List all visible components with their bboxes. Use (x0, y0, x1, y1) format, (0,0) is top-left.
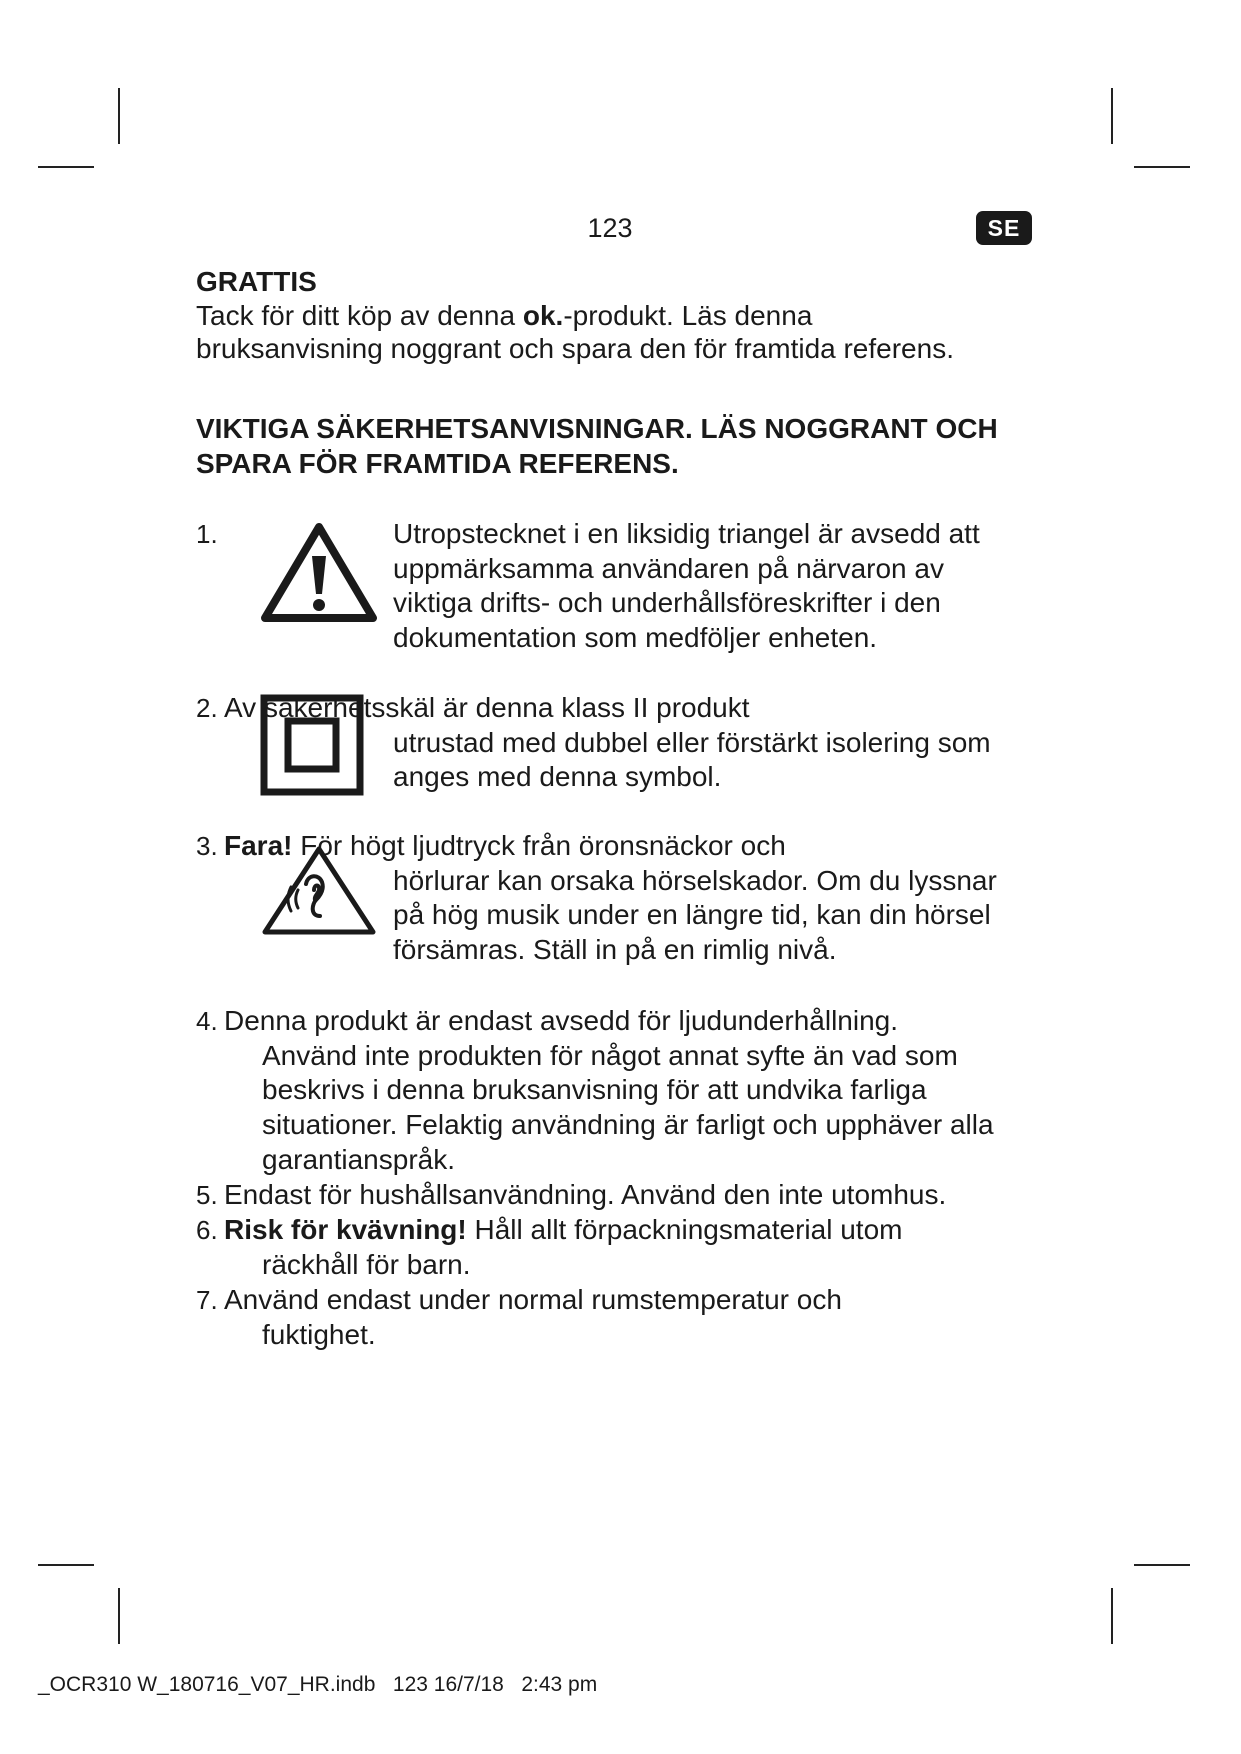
item-3-line: på hög musik under en längre tid, kan din hörsel (393, 899, 991, 930)
item-4-line: garantianspråk. (262, 1144, 456, 1175)
item-2-line: Av säkerhetsskäl är denna klass II produkt (224, 692, 750, 723)
language-badge: SE (976, 211, 1032, 245)
crop-mark (38, 166, 94, 168)
item-number: 5. (196, 1180, 218, 1210)
intro-text: Tack för ditt köp av denna (196, 300, 523, 331)
item-1-line: dokumentation som medföljer enheten. (393, 622, 878, 653)
item-7-line: Använd endast under normal rumstemperatur och (224, 1284, 842, 1315)
danger-label: Fara! (224, 830, 293, 861)
crop-mark (1134, 166, 1190, 168)
item-3-line: försämras. Ställ in på en rimlig nivå. (393, 934, 837, 965)
item-1-line: viktiga drifts- och underhållsföreskrifter i den (393, 587, 941, 618)
item-1-line: Utropstecknet i en liksidig triangel är avsedd att (393, 518, 980, 549)
crop-mark (118, 88, 120, 144)
safety-heading-line-1: VIKTIGA SÄKERHETSANVISNINGAR. LÄS NOGGRANT OCH (196, 413, 998, 444)
item-number: 7. (196, 1285, 218, 1315)
warning-triangle-icon (260, 522, 378, 624)
crop-mark (118, 1588, 120, 1644)
item-2-line: anges med denna symbol. (393, 761, 722, 792)
intro-line-1 (196, 299, 812, 333)
print-slug-footer: _OCR310 W_180716_V07_HR.indb 123 16/7/18 2:43 pm (38, 1673, 598, 1696)
item-4-line: Denna produkt är endast avsedd för ljudunderhållning. (224, 1005, 899, 1036)
intro-text: -produkt. Läs denna (563, 300, 813, 331)
crop-mark (1134, 1564, 1190, 1566)
item-5-line: Endast för hushållsanvändning. Använd den inte utomhus. (224, 1179, 947, 1210)
item-4-line: situationer. Felaktig användning är farligt och upphäver alla (262, 1109, 994, 1140)
intro-line-2: bruksanvisning noggrant och spara den för framtida referens. (196, 333, 954, 364)
item-number: 6. (196, 1215, 218, 1245)
choking-risk-label: Risk för kvävning! (224, 1214, 467, 1245)
crop-mark (1111, 88, 1113, 144)
safety-heading-line-2: SPARA FÖR FRAMTIDA REFERENS. (196, 448, 679, 479)
item-6-text: Håll allt förpackningsmaterial utom (466, 1214, 903, 1245)
item-7-line: fuktighet. (262, 1319, 376, 1350)
item-number: 3. (196, 831, 218, 861)
item-3-line (224, 829, 786, 863)
item-4-line: Använd inte produkten för något annat syfte än vad som (262, 1040, 958, 1071)
item-6-line: räckhåll för barn. (262, 1249, 471, 1280)
item-2-line: utrustad med dubbel eller förstärkt isolering som (393, 727, 991, 758)
item-number: 2. (196, 693, 218, 723)
item-6-line (224, 1213, 902, 1247)
item-1-line: uppmärksamma användaren på närvaron av (393, 553, 944, 584)
page-number: 123 (587, 213, 633, 243)
item-3-text: För högt ljudtryck från öronsnäckor och (292, 830, 786, 861)
crop-mark (1111, 1588, 1113, 1644)
brand-name: ok. (522, 300, 564, 331)
item-number: 1. (196, 519, 218, 549)
item-number: 4. (196, 1006, 218, 1036)
crop-mark (38, 1564, 94, 1566)
intro-title: GRATTIS (196, 266, 317, 297)
item-4-line: beskrivs i denna bruksanvisning för att undvika farliga (262, 1074, 927, 1105)
item-3-line: hörlurar kan orsaka hörselskador. Om du lyssnar (393, 865, 997, 896)
